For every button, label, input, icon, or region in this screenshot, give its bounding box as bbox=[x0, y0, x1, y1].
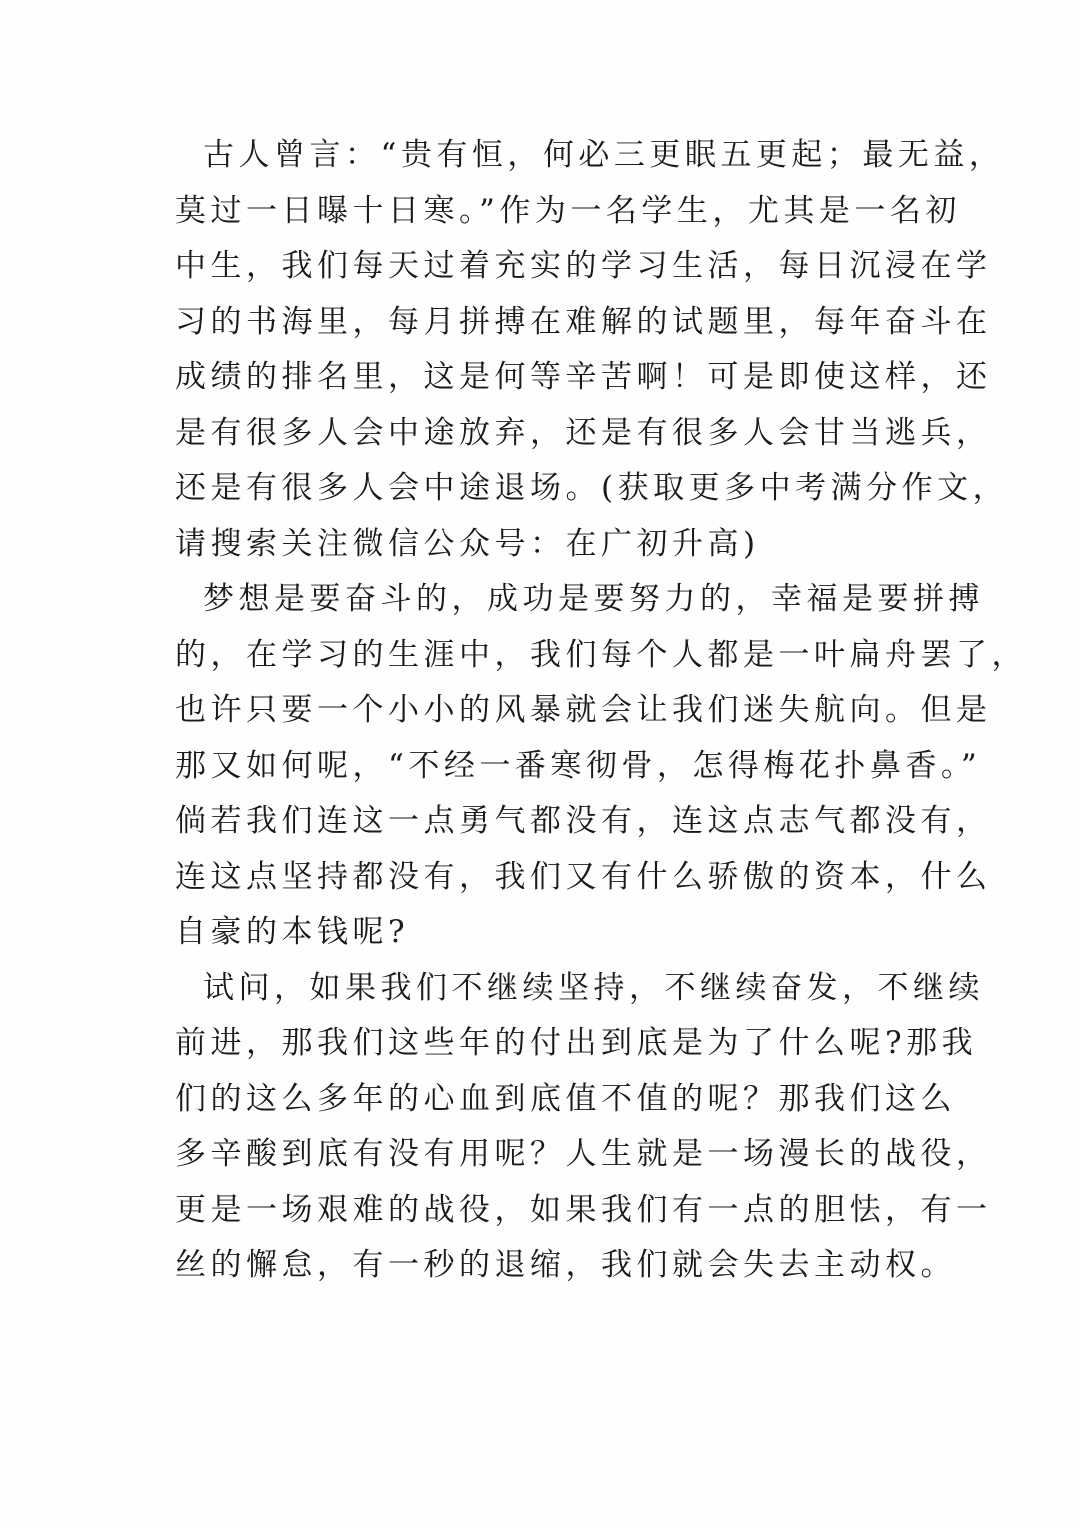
text-line: 多辛酸到底有没有用呢？人生就是一场漫长的战役， bbox=[175, 1136, 992, 1172]
text-line: 连这点坚持都没有，我们又有什么骄傲的资本，什么 bbox=[175, 858, 992, 895]
text-line: 是有很多人会中途放弃，还是有很多人会甘当逃兵， bbox=[175, 414, 992, 451]
text-line: 中生，我们每天过着充实的学习生活，每日沉浸在学 bbox=[175, 248, 992, 284]
text-line: 试问，如果我们不继续坚持，不继续奋发，不继续 bbox=[203, 969, 984, 1006]
text-line: 那又如何呢，“不经一番寒彻骨，怎得梅花扑鼻香。” bbox=[175, 747, 982, 784]
text-line: 更是一场艰难的战役，如果我们有一点的胆怯，有一 bbox=[175, 1191, 992, 1228]
text-line: 莫过一日曝十日寒。”作为一名学生，尤其是一名初 bbox=[175, 192, 961, 229]
paragraph-1 bbox=[175, 128, 1009, 572]
text-line: 成绩的排名里，这是何等辛苦啊！可是即使这样，还 bbox=[175, 359, 992, 395]
text-line: 习的书海里，每月拼搏在难解的试题里，每年奋斗在 bbox=[175, 303, 992, 340]
text-line: 们的这么多年的心血到底值不值的呢？那我们这么 bbox=[175, 1080, 956, 1117]
text-line: 还是有很多人会中途退场。(获取更多中考满分作文， bbox=[175, 470, 1009, 506]
paragraph-3 bbox=[175, 961, 992, 1294]
paragraph-2 bbox=[175, 572, 1027, 961]
text-line: 倘若我们连这一点勇气都没有，连这点志气都没有， bbox=[175, 803, 992, 839]
text-line: 请搜索关注微信公众号：在广初升高) bbox=[175, 525, 760, 562]
text-line: 也许只要一个小小的风暴就会让我们迷失航向。但是 bbox=[175, 692, 992, 728]
text-line: 梦想是要奋斗的，成功是要努力的，幸福是要拼搏 bbox=[203, 581, 984, 617]
text-line: 前进，那我们这些年的付出到底是为了什么呢?那我 bbox=[175, 1025, 978, 1061]
essay-text bbox=[175, 128, 1027, 1294]
text-line: 古人曾言：“贵有恒，何必三更眠五更起；最无益， bbox=[203, 137, 1005, 173]
text-line: 丝的懈怠，有一秒的退缩，我们就会失去主动权。 bbox=[175, 1247, 956, 1283]
text-line: 的，在学习的生涯中，我们每个人都是一叶扁舟罢了， bbox=[175, 636, 1027, 673]
text-line: 自豪的本钱呢? bbox=[175, 914, 410, 950]
